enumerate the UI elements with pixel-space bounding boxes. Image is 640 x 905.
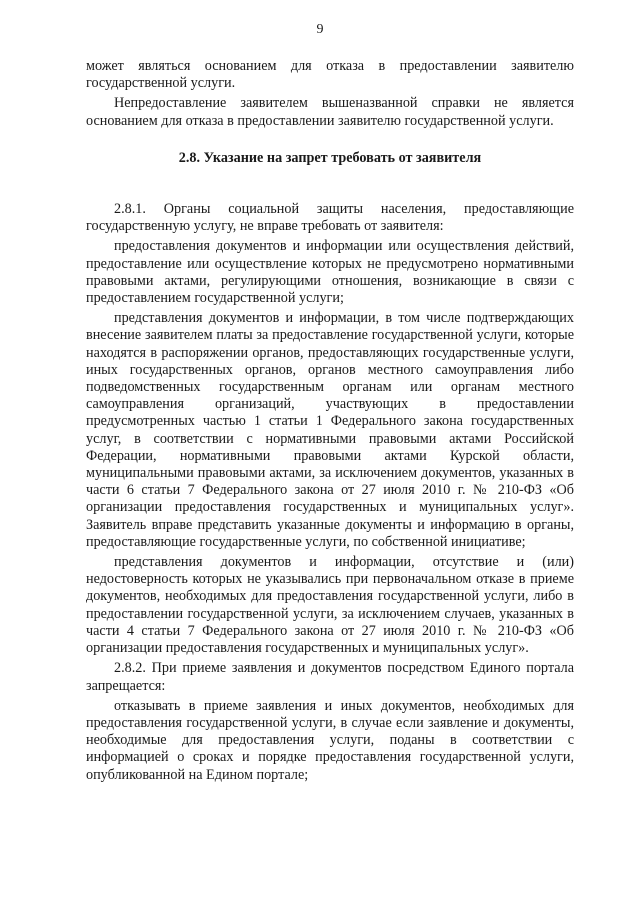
- section-heading: 2.8. Указание на запрет требовать от заявителя: [178, 149, 482, 166]
- paragraph-2-8-1: 2.8.1. Органы социальной защиты населения, предоставляющие государственную услугу, не вправе требовать от заявителя:: [86, 201, 574, 235]
- paragraph-refusal-basis: может являться основанием для отказа в предоставлении заявителю государственной услуги.: [86, 58, 574, 92]
- document-body: [86, 58, 574, 784]
- paragraph-certificate-note: Непредоставление заявителем вышеназванной справки не является основанием для отказа в предоставлении заявителю государственной услуги.: [86, 95, 574, 129]
- paragraph-unreported-documents: представления документов и информации, отсутствие и (или) недостоверность которых не указывались при первоначальном отказе в приеме документов, необходимых для предоставления государственной услуги, либо в предоставлении государственной услуги, за исключением случаев, указанных в части 4 статьи 7 Федерального закона от 27 июля 2010 г. № 210-ФЗ «Об организации предоставления государственных и муниципальных услуг».: [86, 554, 574, 657]
- paragraph-2-8-2: 2.8.2. При приеме заявления и документов посредством Единого портала запрещается:: [86, 660, 574, 694]
- page-number: 9: [316, 22, 324, 37]
- paragraph-documents-actions: предоставления документов и информации или осуществления действий, предоставление или осуществление которых не предусмотрено нормативными правовыми актами, регулирующими отношения, возникающие в связи с предоставлением государственной услуги;: [86, 238, 574, 307]
- paragraph-refuse-acceptance: отказывать в приеме заявления и иных документов, необходимых для предоставления государственной услуги, в случае если заявление и документы, необходимые для предоставления услуги, поданы в соответствии с информацией о сроках и порядке предоставления государственной услуги, опубликованной на Едином портале;: [86, 697, 574, 783]
- paragraph-documents-information: представления документов и информации, в том числе подтверждающих внесение заявителем платы за предоставление государственной услуги, которые находятся в распоряжении органов, предоставляющих государственные услуги, иных государственных органов, органов местного самоуправления либо подведомственных государственным органам или органам местного самоуправления организаций, участвующих в предоставлении предусмотренных частью 1 статьи 1 Федерального закона государственных услуг, в соответствии с нормативными правовыми актами Российской Федерации, нормативными правовыми актами Курской области, муниципальными правовыми актами, за исключением документов, указанных в части 6 статьи 7 Федерального закона от 27 июля 2010 г. № 210-ФЗ «Об организации предоставления государственных и муниципальных услуг». Заявитель вправе представить указанные документы и информацию в органы, предоставляющие государственные услуги, по собственной инициативе;: [86, 310, 574, 550]
